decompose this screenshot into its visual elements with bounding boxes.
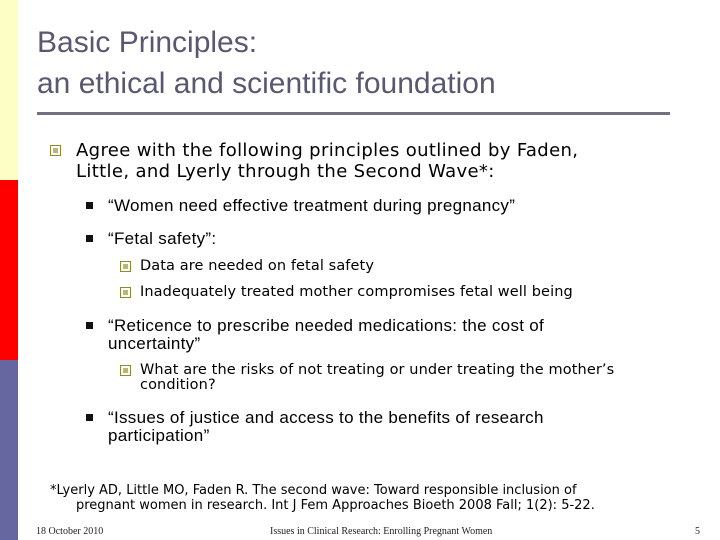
point-reticence-line-2: uncertainty” [108,334,201,353]
point-justice-line-1: “Issues of justice and access to the benefits of research [108,408,544,427]
footer-title: Issues in Clinical Research: Enrolling Pregnant Women [270,526,493,537]
subpoint-risks-line-2: condition? [140,377,216,393]
subpoint-risks-line-1: What are the risks of not treating or under treating the mother’s [140,362,615,378]
intro-line-2: Little, and Lyerly through the Second Wave*: [76,161,495,182]
square-bullet-icon [120,261,131,272]
filled-square-bullet-icon [86,322,93,329]
footer-date: 18 October 2010 [36,526,104,537]
title-divider [37,112,670,115]
title-line-1: Basic Principles: [37,26,258,59]
filled-square-bullet-icon [86,235,93,242]
square-bullet-icon [50,145,61,156]
point-justice-line-2: participation” [108,426,210,445]
point-reticence-line-1: “Reticence to prescribe needed medications: the cost of [108,316,545,335]
citation-line-2: pregnant women in research. Int J Fem Approaches Bioeth 2008 Fall; 1(2): 5-22. [76,498,595,513]
subpoint-fetal-data: Data are needed on fetal safety [140,258,374,274]
intro-line-1: Agree with the following principles outlined by Faden, [76,140,579,161]
filled-square-bullet-icon [86,414,93,421]
sidebar-band-red [0,180,18,360]
square-bullet-icon [120,365,131,376]
point-fetal-safety: “Fetal safety”: [108,229,217,248]
citation-line-1: *Lyerly AD, Little MO, Faden R. The second wave: Toward responsible inclusion of [50,483,577,498]
point-women-treatment: “Women need effective treatment during pregnancy” [108,196,516,215]
slide-sidebar [0,0,18,540]
slide-number: 5 [695,526,700,537]
filled-square-bullet-icon [86,202,93,209]
square-bullet-icon [120,287,131,298]
sidebar-band-yellow [0,0,18,180]
slide-title [37,22,697,104]
subpoint-inadequate-treatment: Inadequately treated mother compromises fetal well being [140,284,573,300]
title-line-2: an ethical and scientific foundation [37,67,496,100]
sidebar-band-blue [0,360,18,540]
